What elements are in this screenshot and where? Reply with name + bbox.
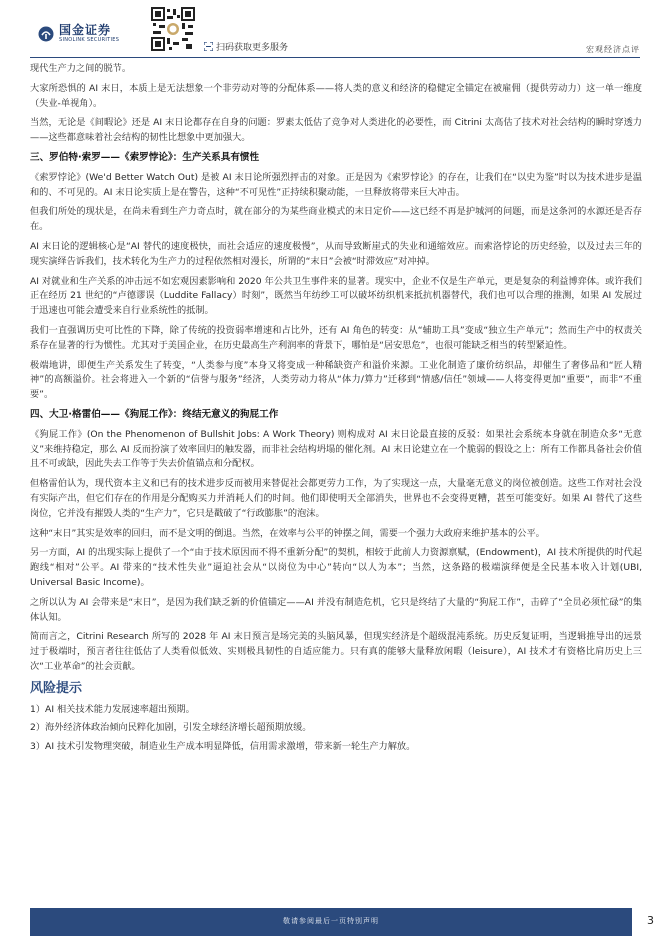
risk-item: 2）海外经济体政治倾向民粹化加剧，引发全球经济增长超预期放缓。 xyxy=(30,722,312,734)
scan-icon xyxy=(204,42,213,51)
header-divider xyxy=(30,57,640,58)
paragraph: 极端地讲，即便生产关系发生了转变，“人类参与度”本身又将变成一种稀缺资产和溢价来源。工业化制造了廉价纺织品，却催生了奢侈品和“匠人精神”的高额溢价。社会将进入一个新的“信誉与服务”经济，人类劳动力将从“体力/算力”迁移到“情感/信任”领域——人将变得更加“重要”，而非“不重要”。 xyxy=(30,359,642,401)
logo-english-name: SINOLINK SECURITIES xyxy=(59,37,120,43)
section-heading: 四、大卫·格雷伯——《狗屁工作》：终结无意义的狗屁工作 xyxy=(30,408,279,420)
paragraph: AI 末日论的逻辑核心是“AI 替代的速度极快，而社会适应的速度极慢”，从而导致断崖式的失业和通缩效应。而索洛悖论的历史经验，以及过去三年的现实演绎告诉我们，技术转化为生产力的过程依然相对漫长，所谓的“末日”会被“时滞效应”对冲掉。 xyxy=(30,240,642,267)
footer-disclaimer: 敬请参阅最后一页特别声明 xyxy=(283,917,379,925)
page-number: 3 xyxy=(647,914,654,927)
paragraph: 另一方面，AI 的出现实际上提供了一个“由于技术原因而不得不重新分配”的契机，相较于此前人力资源禀赋，(Endowment)，AI 技术所提供的时代起跑线“相对”公平。AI 带来的“技术性失业”逼迫社会从“以岗位为中心”转向“以人为本”；当然，这条路的极端演绎便是全民基本收入计划(UBI, Universal Basic Income)。 xyxy=(30,547,642,588)
logo-chinese-name: 国金证券 xyxy=(59,23,112,37)
scan-text: 扫码获取更多服务 xyxy=(216,43,289,53)
paragraph: 当然，无论是《间暇论》还是 AI 末日论都存在自身的问题：罗素太低估了竞争对人类进化的必要性，而 Citrini 太高估了技术对社会结构的瞬时穿透力——这些都意味着社会结构的韧性比想象中更加强大。 xyxy=(30,117,642,144)
paragraph: 大家所恐惧的 AI 末日，本质上是无法想象一个非劳动对等的分配体系——将人类的意义和经济的稳健定全锚定在被雇佣（提供劳动力）这一单一维度（失业-单视角）。 xyxy=(30,82,642,109)
paragraph: AI 对就业和生产关系的冲击远不如宏观因素影响和 2020 年公共卫生事件来的显著。现实中，企业不仅是生产单元，更是复杂的利益博弈体。或许我们正在经历 21 世纪的“卢德谬误（Luddite Fallacy）时刻”，既然当年纺纱工可以破坏纺织机来抵抗机器替代，我们也可以合理的推测，如果 AI 发展过于迅速也可能会遭受来自行业系统性的抵制。 xyxy=(30,275,642,317)
page-footer xyxy=(0,908,662,936)
page-header xyxy=(0,0,662,62)
risk-item: 1）AI 相关技术能力发展速率超出预期。 xyxy=(30,703,195,715)
qr-code-icon[interactable] xyxy=(150,6,196,52)
risk-item: 3）AI 技术引发物理突破，制造业生产成本明显降低，信用需求激增，带来新一轮生产力解放。 xyxy=(30,741,416,753)
risk-warning-title: 风险提示 xyxy=(30,680,83,696)
company-logo xyxy=(38,24,119,44)
section-heading: 三、罗伯特·索罗——《索罗悖论》：生产关系具有惯性 xyxy=(30,151,260,163)
scan-prompt xyxy=(204,40,288,53)
footer-bar xyxy=(30,908,632,936)
paragraph: 《狗屁工作》(On the Phenomenon of Bullshit Jobs: A Work Theory) 则构成对 AI 末日论最直接的反驳：如果社会系统本身就在制造众多“无意义”来维持稳定，那么 AI 反而扮演了效率回归的触发器，而非社会结构坍塌的催化剂。AI 末日论建立在一个脆弱的假设之上：所有工作都具备社会价值且不可或缺，因此失去工作等于失去价值锚点和分配权。 xyxy=(30,428,642,470)
paragraph: 现代生产力之间的脱节。 xyxy=(30,63,132,74)
paragraph: 但格雷伯认为，现代资本主义和已有的技术进步反而被用来替促社会都更劳力工作，为了实现这一点，大量毫无意义的岗位被创造。这些工作对社会没有实际产出，但它们存在的作用是分配购买力并消耗人们的时间。他们即使明天全部消失，世界也不会变得更糟，甚至可能变好。如果 AI 替代了这些岗位，它并没有摧毁人类的“生产力”，它只是戳破了“行政膨胀”的泡沫。 xyxy=(30,478,642,519)
paragraph: 这种“末日”其实是效率的回归，而不是文明的倒退。当然，在效率与公平的钟摆之间，需要一个强力大政府来维护基本的公平。 xyxy=(30,527,545,539)
paragraph: 《索罗悖论》(We'd Better Watch Out) 是被 AI 末日论所强烈抨击的对象。正是因为《索罗悖论》的存在，让我们在“以史为鉴”时以为技术进步是温和的、不可见的。AI 末日论实质上是在警告，这种“不可见性”正持续积聚动能，一旦释放将带来巨大冲击。 xyxy=(30,171,642,198)
paragraph: 简而言之，Citrini Research 所写的 2028 年 AI 末日预言是场完美的头脑风暴，但现实经济是个超级混沌系统。历史反复证明，当逻辑推导出的远景过于极端时，预言者往往低估了人类看似低效、实则极具韧性的自适应能力。只有真的能够大量释放闲暇（leisure），AI 技术才有资格比肩历史上三次“工业革命”的社会贡献。 xyxy=(30,631,642,672)
report-type: 宏观经济点评 xyxy=(586,45,640,54)
paragraph: 我们一直强调历史可比性的下降，除了传统的投资弱率增速和占比外，还有 AI 角色的转变：从“辅助工具”变成“独立生产单元”；然而生产中的权责关系存在显著的行为惯性。尤其对于美国企业，在历史最高生产利润率的背景下，哪怕是“居安思危”，也很可能缺乏相当的转型紧迫性。 xyxy=(30,324,642,351)
sinolink-logo-icon xyxy=(38,26,54,42)
paragraph: 之所以认为 AI 会带来是“末日”，是因为我们缺乏新的价值锚定——AI 并没有制造危机，它只是终结了大量的“狗屁工作”，击碎了“全员必须忙碌”的集体认知。 xyxy=(30,596,642,623)
paragraph: 但我们所处的现状是，在尚未看到生产力奇点时，就在部分的为某些商业模式的末日定价——这已经不再是护城河的问题，而是这条河的水源还是否存在。 xyxy=(30,206,642,233)
report-body xyxy=(30,62,642,759)
